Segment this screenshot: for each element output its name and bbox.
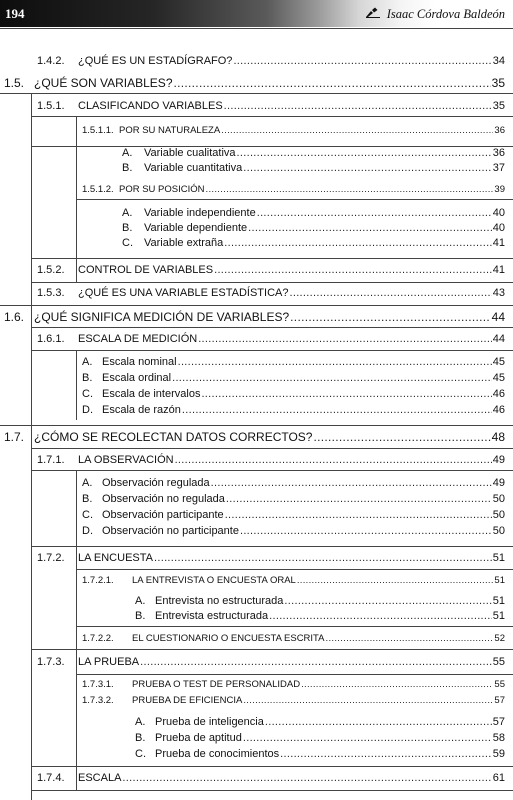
toc-entry-page: 51	[492, 610, 505, 622]
toc-entry-page: 39	[494, 184, 505, 195]
section-rule	[76, 626, 513, 627]
toc-entry	[82, 184, 505, 195]
toc-entry-number: B.	[82, 493, 93, 505]
toc-entry-number: A.	[122, 147, 133, 159]
dot-leader	[221, 125, 493, 136]
toc-entry-page: 46	[492, 388, 505, 400]
dot-leader	[226, 493, 492, 505]
toc-entry-title: LA PRUEBA	[78, 656, 140, 668]
dot-leader	[237, 147, 492, 159]
toc-entry-title: Escala de intervalos	[102, 388, 201, 400]
toc-entry-number: 1.5.3.	[37, 287, 65, 299]
toc-entry-title: Prueba de conocimientos	[155, 748, 280, 760]
toc-entry	[82, 525, 505, 537]
toc-entry-page: 35	[491, 76, 505, 90]
section-rule	[31, 766, 513, 767]
toc-entry-title: ¿QUÉ ES UN ESTADÍGRAFO?	[78, 55, 233, 67]
toc-entry-title: ESCALA	[78, 772, 122, 784]
toc-entry-number: 1.4.2.	[37, 55, 65, 67]
dot-leader	[289, 287, 491, 299]
toc-entry-number: B.	[82, 372, 93, 384]
vertical-rule-level2	[76, 350, 77, 420]
toc-entry-number: C.	[122, 237, 133, 249]
author-name: Isaac Córdova Baldeón	[386, 7, 505, 21]
toc-entry	[82, 509, 505, 521]
section-rule	[31, 350, 513, 351]
toc-entry-title: Variable independiente	[144, 207, 256, 219]
section-rule	[31, 470, 513, 471]
toc-entry-title: ¿QUÉ SON VARIABLES?	[34, 76, 173, 90]
toc-entry-page: 40	[492, 222, 505, 234]
section-rule	[31, 790, 513, 791]
toc-entry-page: 41	[492, 264, 505, 276]
toc-entry-number: D.	[82, 525, 93, 537]
toc-entry-page: 57	[494, 695, 505, 706]
dot-leader	[243, 695, 493, 706]
toc-entry-page: 52	[494, 633, 505, 644]
toc-entry-number: 1.6.1.	[37, 333, 65, 345]
section-rule	[31, 327, 513, 328]
toc-entry-title: Escala de razón	[102, 404, 181, 416]
toc-entry-number: C.	[135, 748, 146, 760]
toc-entry	[122, 237, 505, 249]
toc-entry-page: 50	[492, 493, 505, 505]
toc-entry-title: Escala nominal	[102, 356, 177, 368]
toc-entry-title: POR SU NATURALEZA	[119, 125, 221, 136]
toc-entry-title: Variable dependiente	[144, 222, 248, 234]
section-rule	[0, 425, 513, 426]
section-rule	[76, 674, 513, 675]
dot-leader	[243, 162, 492, 174]
dot-leader	[154, 552, 492, 564]
section-rule	[31, 282, 513, 283]
toc-entry-number: 1.7.2.2.	[82, 633, 114, 644]
toc-entry-page: 50	[492, 525, 505, 537]
toc-entry-page: 51	[492, 595, 505, 607]
toc-entry-number: B.	[122, 222, 133, 234]
toc-entry	[122, 207, 505, 219]
dot-leader	[198, 333, 492, 345]
dot-leader	[297, 575, 494, 586]
toc-entry-number: A.	[122, 207, 133, 219]
toc-entry	[135, 748, 505, 760]
toc-entry	[82, 404, 505, 416]
header-rule	[0, 28, 513, 29]
toc-entry	[37, 552, 505, 564]
dot-leader	[201, 388, 491, 400]
dot-leader	[265, 716, 492, 728]
toc-entry-title: ¿QUÉ SIGNIFICA MEDICIÓN DE VARIABLES?	[34, 310, 290, 324]
toc-entry-title: Entrevista no estructurada	[155, 595, 284, 607]
toc-entry	[82, 575, 505, 586]
dot-leader	[174, 76, 491, 90]
toc-entry-page: 40	[492, 207, 505, 219]
toc-entry	[122, 222, 505, 234]
toc-entry-title: PRUEBA O TEST DE PERSONALIDAD	[132, 679, 301, 690]
toc-entry-title: Variable cuantitativa	[144, 162, 243, 174]
section-rule	[76, 199, 513, 200]
toc-entry-title: Escala ordinal	[102, 372, 172, 384]
toc-entry-number: B.	[135, 732, 146, 744]
toc-entry-page: 49	[492, 454, 505, 466]
toc-entry-title: LA ENCUESTA	[78, 552, 153, 564]
vertical-rule-level1	[31, 93, 32, 800]
toc-entry-page: 48	[491, 430, 505, 444]
toc-entry-number: 1.7.1.	[37, 454, 65, 466]
toc-entry-number: C.	[82, 388, 93, 400]
toc-entry	[82, 372, 505, 384]
toc-entry-title: ¿QUÉ ES UNA VARIABLE ESTADÍSTICA?	[78, 287, 289, 299]
toc-entry-page: 34	[492, 55, 505, 67]
dot-leader	[224, 237, 491, 249]
toc-entry	[37, 100, 505, 112]
toc-entry-number: B.	[135, 610, 146, 622]
toc-entry-title: Entrevista estructurada	[155, 610, 269, 622]
section-rule	[0, 305, 513, 306]
toc-entry	[37, 55, 505, 67]
toc-entry	[82, 477, 505, 489]
dot-leader	[182, 404, 492, 416]
toc-entry-number: 1.6.	[4, 310, 25, 324]
toc-entry	[82, 679, 505, 690]
toc-entry-number: 1.5.1.	[37, 100, 65, 112]
toc-entry-page: 61	[492, 772, 505, 784]
toc-entry-page: 59	[492, 748, 505, 760]
toc-entry-page: 36	[494, 125, 505, 136]
toc-entry-number: 1.7.2.1.	[82, 575, 114, 586]
dot-leader	[172, 372, 492, 384]
toc-entry-number: C.	[82, 509, 93, 521]
toc-entry-number: 1.5.	[4, 76, 25, 90]
toc-entry	[37, 772, 505, 784]
toc-entry	[82, 125, 505, 136]
dot-leader	[284, 595, 491, 607]
toc-entry	[82, 633, 505, 644]
toc-entry-title: Prueba de inteligencia	[155, 716, 264, 728]
toc-entry-page: 51	[492, 552, 505, 564]
toc-entry	[135, 610, 505, 622]
running-header-author	[365, 7, 505, 22]
dot-leader	[225, 509, 492, 521]
dot-leader	[313, 430, 490, 444]
toc-entry-number: D.	[82, 404, 93, 416]
toc-entry	[37, 264, 505, 276]
toc-entry-page: 44	[492, 333, 505, 345]
toc-entry-page: 50	[492, 509, 505, 521]
toc-entry	[82, 388, 505, 400]
toc-entry-page: 45	[492, 356, 505, 368]
dot-leader	[243, 732, 492, 744]
vertical-rule-level2	[76, 470, 77, 790]
toc-entry-page: 55	[494, 679, 505, 690]
toc-entry-number: 1.5.1.2.	[82, 184, 114, 195]
toc-entry-number: B.	[122, 162, 133, 174]
dot-leader	[269, 610, 492, 622]
toc-entry	[4, 76, 505, 90]
toc-entry-number: 1.7.3.1.	[82, 679, 114, 690]
toc-entry-page: 46	[492, 404, 505, 416]
page-number: 194	[5, 6, 25, 21]
toc-entry-title: ¿CÓMO SE RECOLECTAN DATOS CORRECTOS?	[34, 430, 313, 444]
toc-entry	[82, 493, 505, 505]
dot-leader	[233, 55, 491, 67]
toc-entry-title: EL CUESTIONARIO O ENCUESTA ESCRITA	[132, 633, 325, 644]
toc-entry	[4, 310, 505, 324]
toc-entry-page: 43	[492, 287, 505, 299]
page-header-band	[0, 0, 513, 27]
dot-leader	[206, 184, 494, 195]
dot-leader	[280, 748, 492, 760]
toc-entry	[37, 656, 505, 668]
dot-leader	[248, 222, 492, 234]
toc-entry-number: A.	[82, 477, 93, 489]
toc-entry-page: 37	[492, 162, 505, 174]
toc-entry-page: 35	[492, 100, 505, 112]
toc-entry-page: 51	[494, 575, 505, 586]
toc-entry	[82, 356, 505, 368]
dot-leader	[211, 477, 492, 489]
toc-entry	[4, 430, 505, 444]
toc-entry-title: Observación regulada	[102, 477, 210, 489]
toc-entry-title: CLASIFICANDO VARIABLES	[78, 100, 223, 112]
toc-entry	[37, 287, 505, 299]
toc-entry	[135, 595, 505, 607]
toc-entry-page: 58	[492, 732, 505, 744]
toc-entry	[122, 147, 505, 159]
dot-leader	[175, 454, 492, 466]
toc-entry-number: 1.7.4.	[37, 772, 65, 784]
dot-leader	[214, 264, 492, 276]
dot-leader	[178, 356, 492, 368]
section-rule	[31, 258, 513, 259]
toc-entry-title: CONTROL DE VARIABLES	[78, 264, 214, 276]
toc-entry-title: Prueba de aptitud	[155, 732, 242, 744]
toc-entry-number: 1.7.3.2.	[82, 695, 114, 706]
toc-entry-number: 1.5.1.1.	[82, 125, 114, 136]
toc-entry-page: 41	[492, 237, 505, 249]
toc-entry-page: 44	[491, 310, 505, 324]
toc-entry-title: PRUEBA DE EFICIENCIA	[132, 695, 243, 706]
toc-entry-page: 49	[492, 477, 505, 489]
toc-entry-title: POR SU POSICIÓN	[119, 184, 205, 195]
toc-entry	[135, 732, 505, 744]
toc-entry-title: Observación no regulada	[102, 493, 225, 505]
dot-leader	[140, 656, 492, 668]
toc-entry-title: Variable extraña	[144, 237, 224, 249]
section-rule	[31, 649, 513, 650]
toc-entry-page: 36	[492, 147, 505, 159]
toc-entry	[82, 695, 505, 706]
dot-leader	[257, 207, 492, 219]
dot-leader	[122, 772, 491, 784]
section-rule	[31, 448, 513, 449]
pen-writing-icon	[365, 7, 381, 22]
toc-entry-page: 55	[492, 656, 505, 668]
section-rule	[31, 116, 513, 117]
toc-entry-number: 1.7.2.	[37, 552, 65, 564]
dot-leader	[326, 633, 494, 644]
toc-entry-title: Observación no participante	[102, 525, 239, 537]
toc-entry-title: Variable cualitativa	[144, 147, 236, 159]
dot-leader	[290, 310, 490, 324]
toc-entry-number: 1.7.	[4, 430, 25, 444]
toc-entry-title: Observación participante	[102, 509, 224, 521]
toc-entry	[37, 454, 505, 466]
dot-leader	[240, 525, 492, 537]
toc-entry	[122, 162, 505, 174]
toc-entry-title: LA ENTREVISTA O ENCUESTA ORAL	[132, 575, 296, 586]
toc-entry-number: A.	[82, 356, 93, 368]
toc-entry-page: 45	[492, 372, 505, 384]
section-rule	[76, 569, 513, 570]
dot-leader	[301, 679, 493, 690]
section-rule	[31, 546, 513, 547]
toc-entry	[37, 333, 505, 345]
toc-entry-number: 1.7.3.	[37, 656, 65, 668]
toc-entry-number: 1.5.2.	[37, 264, 65, 276]
toc-entry-title: ESCALA DE MEDICIÓN	[78, 333, 198, 345]
toc-entry	[135, 716, 505, 728]
toc-entry-number: A.	[135, 716, 146, 728]
section-rule	[0, 93, 513, 94]
toc-entry-title: LA OBSERVACIÓN	[78, 454, 174, 466]
toc-entry-page: 57	[492, 716, 505, 728]
dot-leader	[224, 100, 492, 112]
toc-entry-number: A.	[135, 595, 146, 607]
